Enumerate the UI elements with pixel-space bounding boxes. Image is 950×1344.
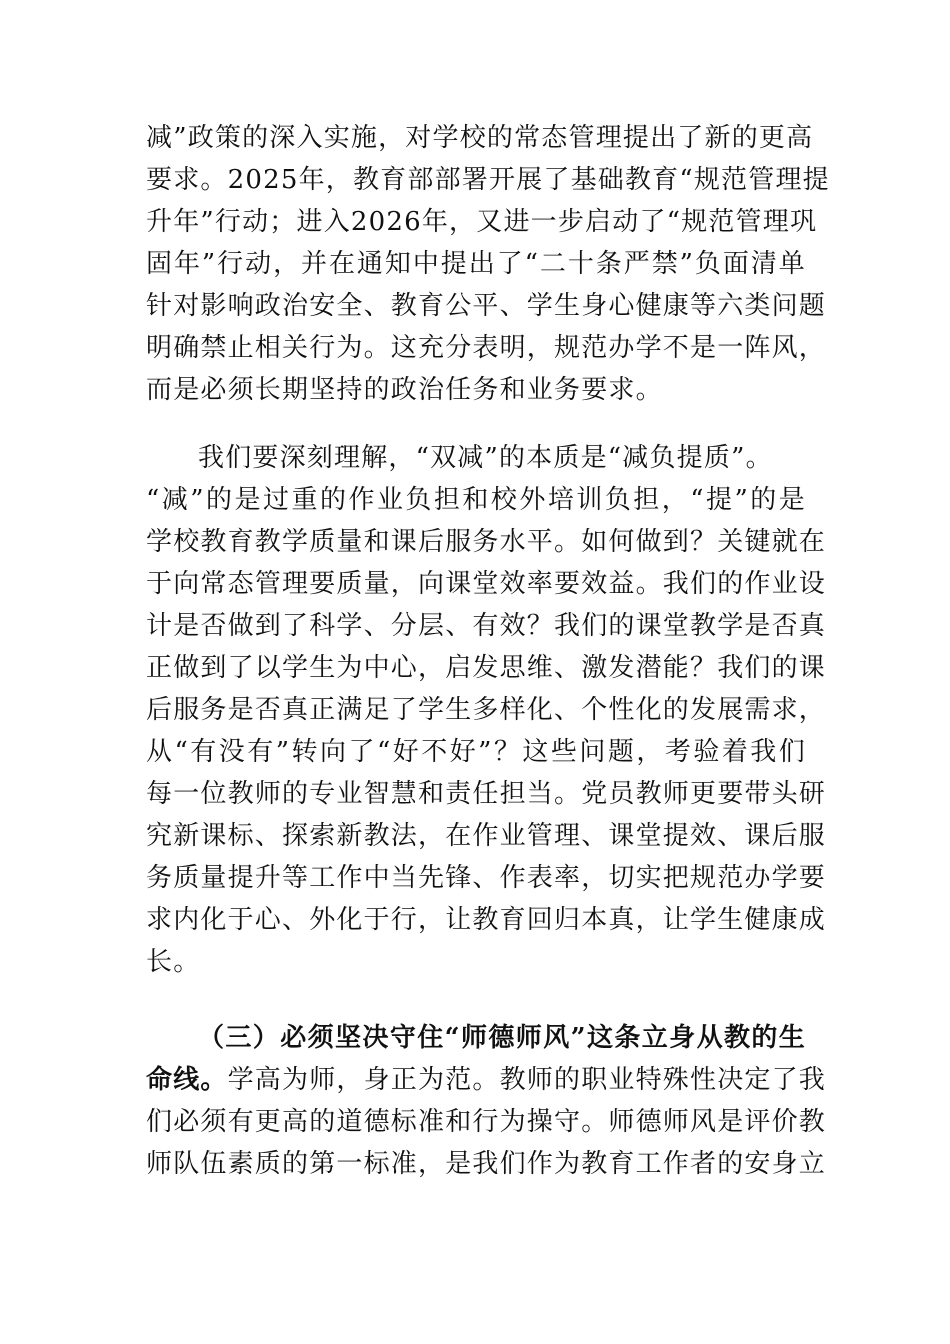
paragraph-1-line-2: 要求。2025年，教育部部署开展了基础教育“规范管理提	[146, 165, 830, 195]
paragraph-2-line-8: 从“有没有”转向了“好不好”？这些问题，考验着我们	[146, 737, 806, 767]
paragraph-3-line-2	[146, 1060, 827, 1100]
paragraph-3-line-2-rest: 学高为师，身正为范。教师的职业特殊性决定了我	[227, 1065, 827, 1095]
paragraph-1-line-5: 针对影响政治安全、教育公平、学生身心健康等六类问题	[146, 291, 827, 321]
paragraph-2-line-4: 于向常态管理要质量，向课堂效率要效益。我们的作业设	[146, 569, 827, 599]
paragraph-1-line-7: 而是必须长期坚持的政治任务和业务要求。	[146, 375, 663, 405]
paragraph-2-line-10: 究新课标、探索新教法，在作业管理、课堂提效、课后服	[146, 821, 827, 851]
paragraph-1-line-6: 明确禁止相关行为。这充分表明，规范办学不是一阵风，	[146, 333, 827, 363]
paragraph-1-line-3: 升年”行动；进入2026年，又进一步启动了“规范管理巩	[146, 207, 818, 237]
paragraph-3-line-3: 们必须有更高的道德标准和行为操守。师德师风是评价教	[146, 1107, 827, 1137]
paragraph-3-heading-end: 命线。	[146, 1065, 228, 1095]
paragraph-2-line-6: 正做到了以学生为中心，启发思维、激发潜能？我们的课	[146, 653, 827, 683]
paragraph-1-line-4: 固年”行动，并在通知中提出了“二十条严禁”负面清单	[146, 249, 806, 279]
paragraph-2-line-9: 每一位教师的专业智慧和责任担当。党员教师更要带头研	[146, 779, 827, 809]
paragraph-2-line-11: 务质量提升等工作中当先锋、作表率，切实把规范办学要	[146, 863, 827, 893]
paragraph-2-line-1: 我们要深刻理解，“双减”的本质是“减负提质”。	[198, 443, 773, 473]
paragraph-2-line-3: 学校教育教学质量和课后服务水平。如何做到？关键就在	[146, 527, 827, 557]
paragraph-2-line-5: 计是否做到了科学、分层、有效？我们的课堂教学是否真	[146, 611, 827, 641]
paragraph-2-line-12: 求内化于心、外化于行，让教育回归本真，让学生健康成	[146, 905, 827, 935]
paragraph-1-line-1: 减”政策的深入实施，对学校的常态管理提出了新的更高	[146, 123, 814, 153]
paragraph-2-line-13: 长。	[146, 947, 201, 977]
paragraph-3-heading-line: （三）必须坚决守住“师德师风”这条立身从教的生	[198, 1023, 806, 1053]
paragraph-2-line-2: “减”的是过重的作业负担和校外培训负担，“提”的是	[146, 485, 806, 515]
paragraph-2-line-7: 后服务是否真正满足了学生多样化、个性化的发展需求，	[146, 695, 827, 725]
paragraph-3-line-4: 师队伍素质的第一标准，是我们作为教育工作者的安身立	[146, 1149, 827, 1179]
